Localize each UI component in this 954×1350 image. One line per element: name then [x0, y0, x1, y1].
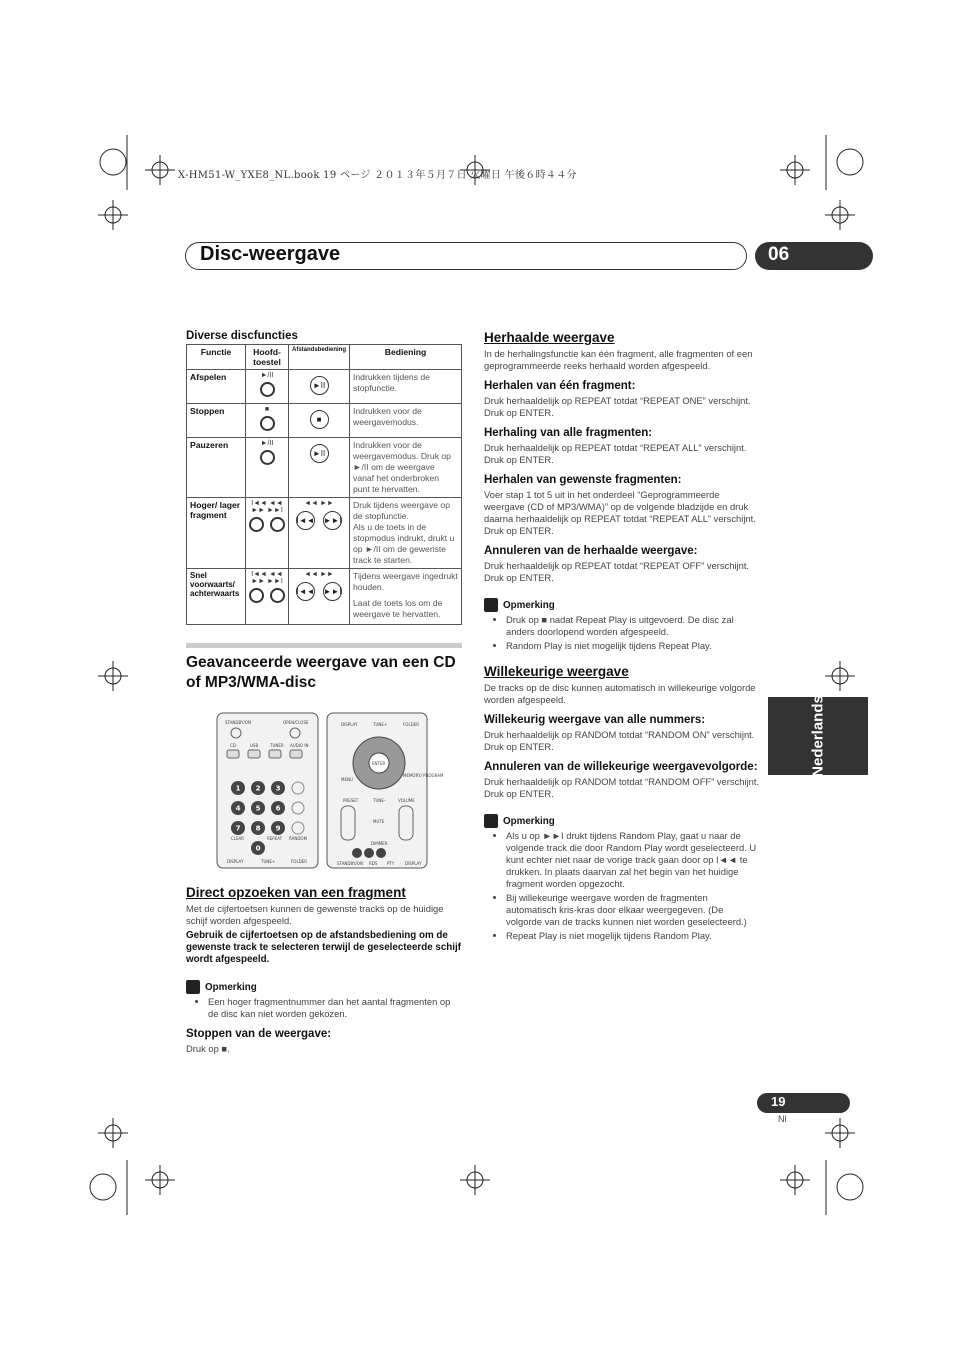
- remote-label: DISPLAY: [405, 861, 422, 866]
- crop-wheel-icon: [837, 1174, 863, 1200]
- remote-label: USB: [250, 743, 259, 748]
- direct-instruction: Gebruik de cijfertoetsen op de afstandsbediening om de gewenste track te selecteren terwijl de geselecteerde schijf wordt afgespeeld.: [186, 930, 461, 965]
- page-title: Disc-weergave: [200, 243, 341, 265]
- column-header: Functie: [187, 345, 246, 370]
- section-divider: [186, 643, 462, 648]
- column-header: Bediening: [350, 345, 462, 370]
- table-row: [187, 569, 462, 625]
- remote-label: TUNE+: [261, 859, 276, 864]
- glyph-label: ■: [264, 406, 270, 413]
- repeat-all-title: Herhaling van alle fragmenten:: [484, 427, 653, 439]
- remote-label: CD: [230, 743, 236, 748]
- remote-label: VOLUME: [398, 798, 415, 803]
- stop-title: Stoppen van de weergave:: [186, 1028, 332, 1040]
- note-label: Opmerking: [503, 815, 555, 827]
- note-pencil-icon: [484, 814, 498, 828]
- list-item: • Als u op ►►I drukt tijdens Random Play, gaat u naar de volgende track die door Random Play wordt geselecteerd. U kunt echter niet naar de vorige track gaan door op I◄◄ te drukken. In plaats daarvan zal het begin van het huidige fragment worden opgezocht.: [506, 830, 760, 890]
- note-pencil-icon: [484, 598, 498, 612]
- remote-label: ENTER: [372, 761, 386, 766]
- remote-label: TUNE–: [373, 798, 386, 803]
- functions-table: [186, 344, 462, 625]
- remote-label: PRESET: [343, 798, 359, 803]
- remote-label: TUNE+: [373, 722, 388, 727]
- function-cell: Hoger/ lager fragment: [187, 498, 246, 569]
- number-key: 4: [235, 804, 241, 813]
- remote-control-illustration: [217, 713, 444, 868]
- repeat-cancel-title: Annuleren van de herhaalde weergave:: [484, 545, 698, 557]
- operation-cell: Druk tijdens weergave op de stopfunctie. Als u de toets in de stopmodus indrukt, drukt u op ►/II om de gewenste track te starten.: [350, 498, 462, 569]
- remote-label: DISPLAY: [341, 722, 358, 727]
- language-tab: [768, 697, 868, 775]
- skip-forward-button-icon: ►►I: [323, 511, 342, 530]
- page-number-badge: 19: [757, 1093, 850, 1113]
- operation-cell: Indrukken voor de weergavemodus. Druk op ►/II om de weergave vanaf het onderbroken punt te hervatten.: [350, 438, 462, 498]
- right-column: [484, 330, 760, 944]
- remote-label: OPEN/CLOSE: [283, 720, 309, 725]
- column-header: Afstandsbediening: [289, 345, 350, 370]
- stop-text: Druk op ■.: [186, 1043, 230, 1054]
- crop-wheel-icon: [100, 149, 126, 175]
- language-tab-label: Nederlands: [809, 695, 827, 777]
- list-item: • Repeat Play is niet mogelijk tijdens Random Play.: [506, 930, 760, 942]
- number-key: 0: [255, 844, 261, 853]
- remote-label: TUNER: [270, 743, 284, 748]
- repeat-all-text: Druk herhaaldelijk op REPEAT totdat “REPEAT ALL” verschijnt. Druk op ENTER.: [484, 442, 747, 465]
- list-item: • Random Play is niet mogelijk tijdens Repeat Play.: [506, 640, 760, 652]
- remote-label: DIMMER: [371, 841, 388, 846]
- note-label: Opmerking: [205, 981, 257, 993]
- remote-label: STANDBY/ON: [337, 861, 363, 866]
- repeat-one-text: Druk herhaaldelijk op REPEAT totdat “REPEAT ONE” verschijnt. Druk op ENTER.: [484, 395, 751, 418]
- remote-label: PTY: [387, 861, 395, 866]
- note-heading: [484, 598, 760, 612]
- chapter-badge: 06: [755, 242, 873, 270]
- random-intro: De tracks op de disc kunnen automatisch in willekeurige volgorde worden afgespeeld.: [484, 682, 756, 705]
- glyph-label: ◄◄ ►►: [304, 500, 334, 507]
- print-header: X-HM51-W_YXE8_NL.book 19 ページ ２０１３年５月７日 火曜日 午後６時４４分: [178, 170, 577, 181]
- play-pause-knob-icon: [260, 382, 275, 397]
- left-column: [186, 330, 462, 693]
- glyph-label: I◄◄ ◄◄ ►► ►►I: [251, 500, 283, 514]
- repeat-cancel-text: Druk herhaaldelijk op REPEAT totdat “REPEAT OFF” verschijnt. Druk op ENTER.: [484, 560, 750, 583]
- number-key: 3: [275, 784, 281, 793]
- stop-button-icon: ■: [310, 410, 329, 429]
- function-cell: Stoppen: [187, 404, 246, 438]
- note-pencil-icon: [186, 980, 200, 994]
- table-heading: Diverse discfuncties: [186, 330, 298, 342]
- remote-label: CLEAR: [231, 836, 245, 841]
- play-pause-button-icon: ►II: [310, 376, 329, 395]
- remote-label: RDS: [369, 861, 378, 866]
- list-item: • Druk op ■ nadat Repeat Play is uitgevoerd. De disc zal anders doorlopend worden afgespeeld.: [506, 614, 760, 638]
- play-pause-button-icon: ►II: [310, 444, 329, 463]
- repeat-prog-text: Voer stap 1 tot 5 uit in het onderdeel “Geprogrammeerde weergave (CD of MP3/WMA)” op de volgende bladzijde en druk daarna herhaaldelijk op REPEAT totdat “REPEAT ALL” verschijnt. Druk op ENTER.: [484, 489, 756, 536]
- column-header: Hoofd-toestel: [246, 345, 289, 370]
- number-key: 9: [275, 824, 281, 833]
- remote-label: MENU: [341, 777, 353, 782]
- note-list: [484, 614, 760, 652]
- function-cell: Pauzeren: [187, 438, 246, 498]
- operation-cell: Indrukken voor de weergavemodus.: [350, 404, 462, 438]
- direct-section: [186, 885, 462, 1055]
- number-key: 8: [255, 824, 261, 833]
- number-key: 6: [275, 804, 281, 813]
- table-row: [187, 370, 462, 404]
- repeat-title: Herhaalde weergave: [484, 330, 615, 345]
- note-list: [186, 996, 462, 1020]
- remote-label: FOLDER: [403, 722, 420, 727]
- advanced-title: Geavanceerde weergave van een CD of MP3/WMA-disc: [186, 654, 456, 691]
- random-all-title: Willekeurig weergave van alle nummers:: [484, 714, 706, 726]
- note-list: [484, 830, 760, 942]
- table-header-row: [187, 345, 462, 370]
- table-row: [187, 404, 462, 438]
- repeat-one-title: Herhalen van één fragment:: [484, 380, 636, 392]
- skip-forward-knob-icon: [270, 517, 285, 532]
- play-pause-knob-icon: [260, 450, 275, 465]
- direct-title: Direct opzoeken van een fragment: [186, 885, 406, 900]
- glyph-label: ►/II: [260, 372, 274, 379]
- random-cancel-title: Annuleren van de willekeurige weergavevolgorde:: [484, 761, 758, 773]
- remote-label: FOLDER: [291, 859, 308, 864]
- skip-back-button-icon: I◄◄: [296, 511, 315, 530]
- glyph-label: ◄◄ ►►: [304, 571, 334, 578]
- skip-back-button-icon: I◄◄: [296, 582, 315, 601]
- fast-forward-knob-icon: [270, 588, 285, 603]
- number-key: 1: [235, 784, 241, 793]
- remote-label: REPEAT: [267, 836, 283, 841]
- glyph-label: I◄◄ ◄◄ ►► ►►I: [251, 571, 283, 585]
- table-row: [187, 498, 462, 569]
- rewind-knob-icon: [249, 588, 264, 603]
- repeat-prog-title: Herhalen van gewenste fragmenten:: [484, 474, 682, 486]
- operation-cell: Indrukken tijdens de stopfunctie.: [350, 370, 462, 404]
- note-heading: [186, 980, 462, 994]
- number-key: 7: [235, 824, 241, 833]
- crop-wheel-icon: [837, 149, 863, 175]
- operation-cell: Tijdens weergave ingedrukt houden. Laat de toets los om de weergave te hervatten.: [350, 569, 462, 625]
- function-cell: Afspelen: [187, 370, 246, 404]
- remote-label: STANDBY/ON: [225, 720, 251, 725]
- remote-label: RANDOM: [289, 836, 308, 841]
- remote-label: DISPLAY: [227, 859, 244, 864]
- skip-forward-button-icon: ►►I: [323, 582, 342, 601]
- list-item: • Bij willekeurige weergave worden de fragmenten automatisch kris-kras door elkaar weergegeven. (De volgorde van de tracks kunnen niet worden geselecteerd.): [506, 892, 760, 928]
- remote-label: MEMORY/ PROGRAM: [403, 773, 444, 778]
- list-item: • Een hoger fragmentnummer dan het aantal fragmenten op de disc kan niet worden gekozen.: [208, 996, 462, 1020]
- stop-knob-icon: [260, 416, 275, 431]
- note-heading: [484, 814, 760, 828]
- note-label: Opmerking: [503, 599, 555, 611]
- table-row: [187, 438, 462, 498]
- repeat-intro: In de herhalingsfunctie kan één fragment, alle fragmenten of een geprogrammeerde reeks herhaald worden afgespeeld.: [484, 348, 753, 371]
- random-title: Willekeurige weergave: [484, 664, 629, 679]
- random-all-text: Druk herhaaldelijk op RANDOM totdat “RANDOM ON” verschijnt. Druk op ENTER.: [484, 729, 755, 752]
- number-key: 5: [255, 804, 261, 813]
- remote-label: MUTE: [373, 819, 385, 824]
- crop-wheel-icon: [90, 1174, 116, 1200]
- random-cancel-text: Druk herhaaldelijk op RANDOM totdat “RANDOM OFF” verschijnt. Druk op ENTER.: [484, 776, 760, 799]
- remote-label: AUDIO IN: [290, 743, 309, 748]
- page-language-code: Nl: [778, 1114, 787, 1124]
- skip-back-knob-icon: [249, 517, 264, 532]
- function-cell: Snel voorwaarts/ achterwaarts: [187, 569, 246, 625]
- glyph-label: ►/II: [260, 440, 274, 447]
- direct-intro: Met de cijfertoetsen kunnen de gewenste tracks op de huidige schijf worden afgespeeld.: [186, 903, 444, 926]
- number-key: 2: [255, 784, 261, 793]
